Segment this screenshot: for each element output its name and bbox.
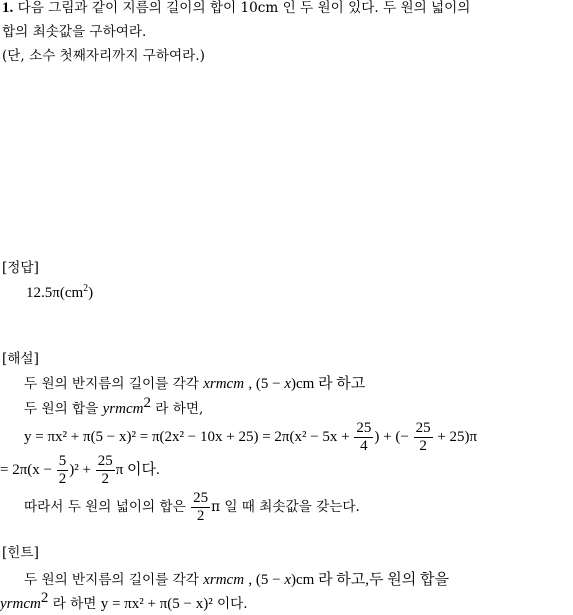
solution-l2-text: 두 원의 합을 [24, 401, 99, 417]
fraction-numerator: 25 [415, 420, 431, 437]
solution-l4-expr: = 2π(x − [0, 462, 52, 478]
hint-l2-tail: 이다. [217, 596, 248, 612]
problem-number: 1. [2, 0, 14, 16]
solution-l3-tail: + 25)π [437, 429, 478, 445]
fraction-denominator: 2 [196, 508, 205, 524]
hint-l1-expr: , (5 − [248, 572, 285, 588]
solution-l2-tail: 라 하면, [155, 401, 204, 417]
solution-l3-fraction-2 [414, 420, 433, 455]
hint-line-2 [0, 590, 248, 614]
solution-l4-tail: π 이다. [115, 462, 160, 478]
fraction-numerator: 25 [97, 453, 113, 470]
solution-l2-var: yrmcm [102, 401, 144, 417]
solution-l5-fraction [191, 490, 210, 525]
hint-l1-tail: )cm 라 하고,두 원의 합을 [291, 572, 449, 588]
problem-note: (단, 소수 첫째자리까지 구하여라.) [2, 48, 205, 64]
solution-l1-x: x [284, 376, 291, 392]
hint-line-1 [24, 570, 449, 590]
answer-value-sup: 2 [83, 283, 89, 294]
solution-l4-mid: )² + [69, 462, 91, 478]
hint-l2-expr: y = πx² + π(5 − x)² [100, 596, 213, 612]
solution-l5-tail: π 일 때 최솟값을 갖는다. [211, 499, 360, 515]
fraction-numerator: 25 [356, 420, 372, 437]
solution-line-5 [24, 488, 360, 526]
fraction-denominator: 2 [101, 471, 109, 488]
answer-value-main: 12.5π(cm [26, 285, 84, 301]
solution-l1-tail: )cm 라 하고 [291, 376, 366, 392]
solution-l3-mid: ) + (− [374, 429, 409, 445]
hint-l2-text: 라 하면 [52, 596, 97, 612]
solution-l1-text: 두 원의 반지름의 길이를 각각 [24, 376, 199, 392]
fraction-denominator: 2 [419, 438, 427, 455]
hint-l1-x: x [284, 572, 291, 588]
hint-l1-text: 두 원의 반지름의 길이를 각각 [24, 572, 199, 588]
problem-line-1 [2, 0, 470, 18]
hint-l2-var: yrmcm [0, 596, 41, 612]
solution-l3-fraction-1 [354, 420, 373, 455]
solution-l1-expr: , (5 − [248, 376, 285, 392]
problem-text-line-1: 다음 그림과 같이 지름의 길이의 합이 10cm 인 두 원이 있다. 두 원의 넓이의 [17, 0, 471, 16]
answer-header: [정답] [2, 260, 39, 276]
problem-text-line-2: 합의 최솟값을 구하여라. [2, 24, 147, 40]
solution-header: [해설] [2, 351, 39, 367]
solution-line-1 [24, 374, 365, 394]
fraction-numerator: 25 [193, 490, 209, 506]
solution-l4-fraction-1 [57, 453, 69, 488]
fraction-numerator: 5 [58, 453, 67, 470]
solution-l4-fraction-2 [96, 453, 115, 488]
answer-value [26, 283, 93, 303]
hint-header: [힌트] [2, 545, 39, 561]
solution-l5-text: 따라서 두 원의 넓이의 합은 [24, 499, 186, 515]
solution-l3-expr: y = πx² + π(5 − x)² = π(2x² − 10x + 25) = 2π(x² − 5x + [24, 429, 350, 445]
solution-line-4 [0, 451, 160, 489]
hint-l1-var: xrmcm [203, 572, 245, 588]
fraction-denominator: 4 [360, 438, 368, 455]
fraction-denominator: 2 [58, 471, 67, 488]
solution-l1-var: xrmcm [203, 376, 245, 392]
answer-value-tail: ) [88, 285, 94, 301]
solution-l2-sup: 2 [143, 395, 151, 411]
solution-line-2 [24, 395, 204, 419]
hint-l2-sup: 2 [40, 590, 49, 606]
